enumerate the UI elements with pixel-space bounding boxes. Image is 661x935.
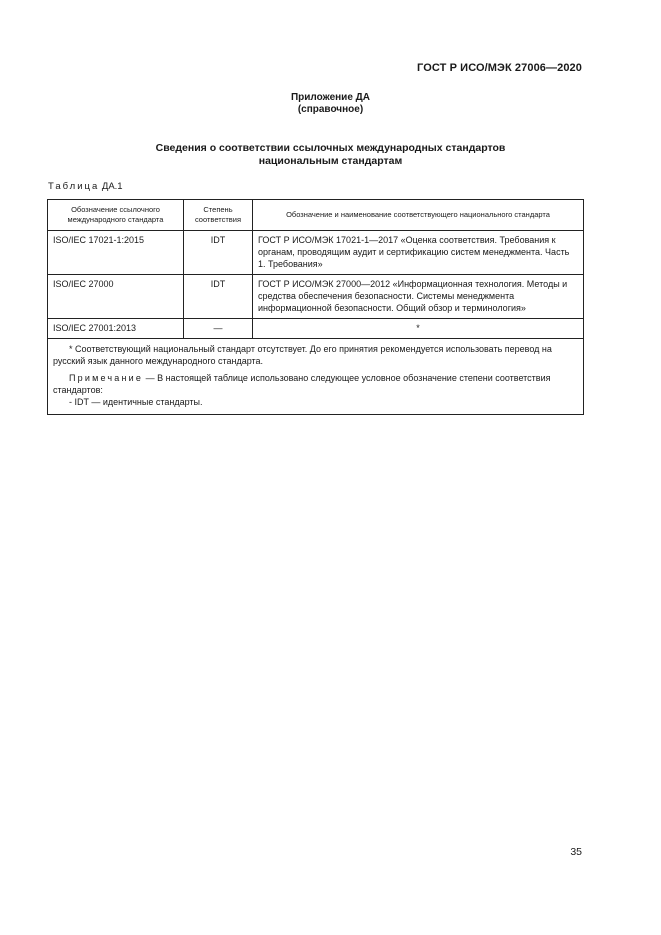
- cell-degree: —: [184, 319, 253, 339]
- document-code: ГОСТ Р ИСО/МЭК 27006—2020: [417, 62, 582, 74]
- cell-intl: ISO/IEC 17021-1:2015: [48, 231, 184, 275]
- table-row: [48, 231, 584, 275]
- table-footnote: * Соответствующий национальный стандарт отсутствует. До его принятия рекомендуется использовать перевод на русский язык данного международного стандарта.: [53, 344, 552, 366]
- annex-subtitle: (справочное): [297, 104, 364, 115]
- table-label-number: ДА.1: [101, 181, 123, 192]
- section-heading-line2: национальным стандартам: [258, 155, 403, 167]
- section-heading: [0, 142, 661, 168]
- table-note: [53, 372, 578, 396]
- table-row: [48, 275, 584, 319]
- cell-degree: IDT: [184, 231, 253, 275]
- page-number: 35: [570, 846, 582, 858]
- note-text: — В настоящей таблице использовано следующее условное обозначение степени соответствия стандартов:: [53, 373, 551, 395]
- table-notes-cell: [48, 339, 584, 415]
- section-heading-line1: Сведения о соответствии ссылочных международных стандартов: [155, 142, 506, 154]
- cell-intl: ISO/IEC 27001:2013: [48, 319, 184, 339]
- annex-title: Приложение ДА: [290, 92, 371, 103]
- table-label: [48, 181, 123, 192]
- cell-national: ГОСТ Р ИСО/МЭК 17021-1—2017 «Оценка соответствия. Требования к органам, проводящим аудит и сертификацию систем менеджмента. Часть 1. Требования»: [253, 231, 584, 275]
- header-national-standard: Обозначение и наименование соответствующего национального стандарта: [253, 200, 584, 231]
- header-intl-standard: Обозначение ссылочного международного стандарта: [48, 200, 184, 231]
- annex-block: [0, 92, 661, 116]
- correspondence-table: [47, 199, 584, 415]
- header-degree: Степень соответствия: [184, 200, 253, 231]
- cell-national: ГОСТ Р ИСО/МЭК 27000—2012 «Информационная технология. Методы и средства обеспечения безопасности. Системы менеджмента информационной безопасности. Общий обзор и терминология»: [253, 275, 584, 319]
- note-label: Примечание: [69, 373, 144, 383]
- table-notes-row: [48, 339, 584, 415]
- cell-intl: ISO/IEC 27000: [48, 275, 184, 319]
- table-header-row: [48, 200, 584, 231]
- table-row: [48, 319, 584, 339]
- cell-national: *: [253, 319, 584, 339]
- cell-degree: IDT: [184, 275, 253, 319]
- table-label-word: Таблица: [48, 181, 100, 192]
- note-item: - IDT — идентичные стандарты.: [69, 397, 203, 407]
